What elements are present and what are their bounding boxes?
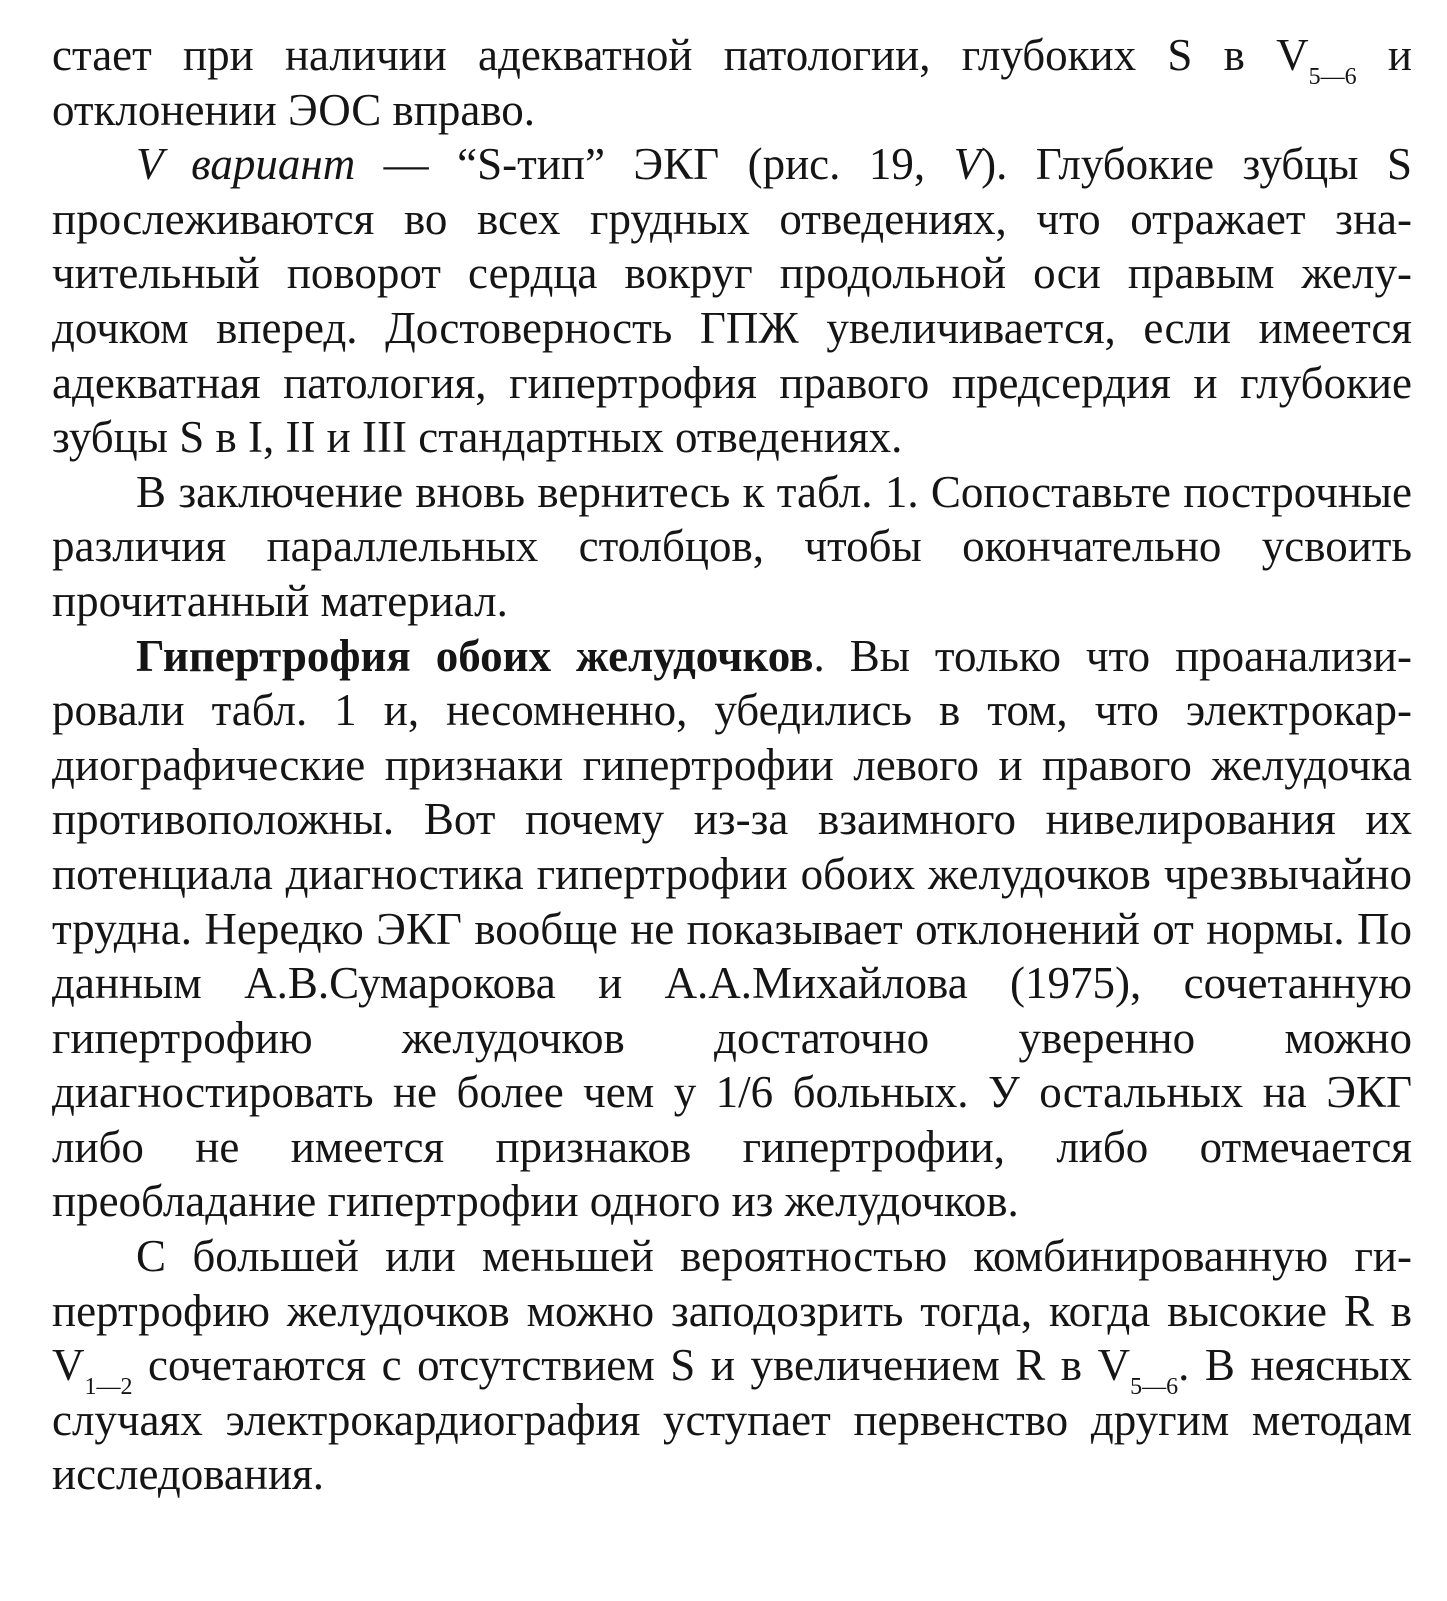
text-segment: С большей или меньшей вероятностью комбинированную гипертрофию желудочков можно заподозрить тогда, когда высокие R в V [52,1231,1412,1391]
text-segment: ). Глубокие зубцы S прослеживаются во всех грудных отведениях, что отражает значительный поворот сердца вокруг продольной оси правым желудочком вперед. Достоверность ГПЖ увеличивается, если имеется адекватная патология, гипертрофия правого предсердия и глубокие зубцы S в I, II и III стандартных отведениях. [52,139,1412,463]
subscript: 1—2 [84,1374,133,1401]
text-segment: стает при наличии адекватной патологии, глубоких S в V [52,30,1309,80]
paragraph-3 [52,465,1412,629]
document-page [52,28,1412,1502]
text-segment: . Вы только что проанализировали табл. 1 и, несомненно, убедились в том, что электрокардиографические признаки гипертрофии левого и правого желудочка противоположны. Вот почему из-за взаимного нивелирования их потенциала диагностика гипертрофии обоих желудочков чрезвычайно трудна. Нередко ЭКГ вообще не показывает отклонений от нормы. По данным А.В.Сумарокова и А.А.Михайлова (1975), сочетанную гипертрофию желудочков достаточно уверенно можно диагностировать не более чем у 1/6 больных. У остальных на ЭКГ либо не имеется признаков гипертрофии, либо отмечается преобладание гипертрофии одного из желудочков. [52,630,1412,1227]
paragraph-4 [52,629,1412,1230]
text-segment: . В неясных случаях электрокардиография уступает первенство другим методам исследования. [52,1340,1413,1500]
text-segment: — “S-тип” ЭКГ (рис. 19, [355,139,954,190]
paragraph-1 [52,28,1412,137]
paragraph-lead-italic: V вариант [136,139,356,190]
paragraph-lead-bold: Гипертрофия обоих желудочков [136,630,814,681]
subscript: 5—6 [1308,64,1357,90]
text-segment: сочетаются с отсутствием S и увеличением R в V [132,1340,1131,1391]
text-segment: и отклонении ЭОС вправо. [52,30,1412,135]
paragraph-5 [52,1229,1412,1502]
text-segment: В заключение вновь вернитесь к табл. 1. Сопоставьте построчные различия параллельных столбцов, чтобы окончательно усвоить прочитанный материал. [52,466,1412,626]
paragraph-2 [52,137,1412,465]
italic-segment: V [953,139,982,190]
subscript: 5—6 [1130,1374,1179,1401]
